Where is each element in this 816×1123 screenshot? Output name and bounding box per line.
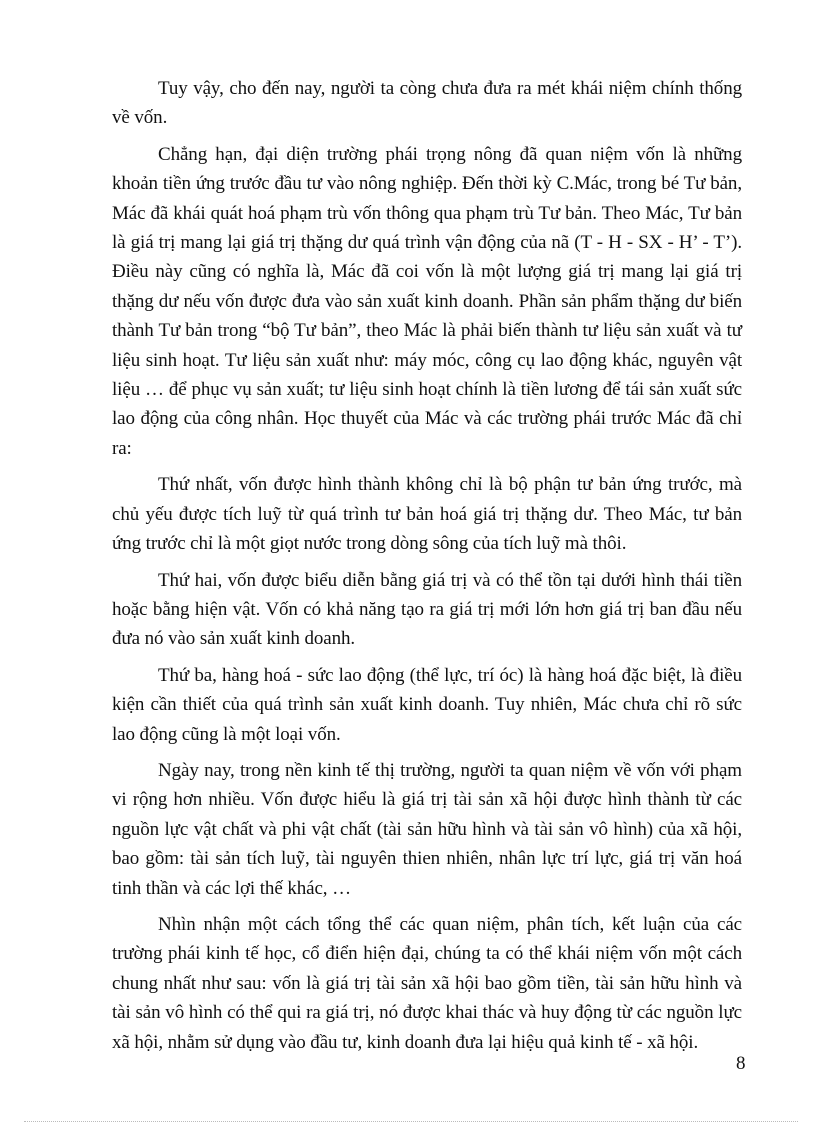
paragraph-2: Chẳng hạn, đại diện trường phái trọng nông đã quan niệm vốn là những khoản tiền ứng trước đầu tư vào nông nghiệp. Đến thời kỳ C.Mác, trong bé Tư bản, Mác đã khái quát hoá phạm trù vốn thông qua phạm trù Tư bản. Theo Mác, Tư bản là giá trị mang lại giá trị thặng dư quá trình vận động của nã (T - H - SX - H’ - T’). Điều này cũng có nghĩa là, Mác đã coi vốn là một lượng giá trị mang lại giá trị thặng dư nếu vốn được đưa vào sản xuất kinh doanh. Phần sản phẩm thặng dư biến thành Tư bản trong “bộ Tư bản”, theo Mác là phải biến thành tư liệu sản xuất và tư liệu sinh hoạt. Tư liệu sản xuất như: máy móc, công cụ lao động khác, nguyên vật liệu … để phục vụ sản xuất; tư liệu sinh hoạt chính là tiền lương để tái sản xuất sức lao động của công nhân. Học thuyết của Mác và các trường phái trước Mác đã chỉ ra: bbox=[112, 143, 742, 459]
page-bottom-divider bbox=[24, 1121, 798, 1122]
paragraph-4: Thứ hai, vốn được biểu diễn bằng giá trị và có thể tồn tại dưới hình thái tiền hoặc bằng hiện vật. Vốn có khả năng tạo ra giá trị mới lớn hơn giá trị ban đầu nếu đưa nó vào sản xuất kinh doanh. bbox=[112, 569, 742, 650]
page-number: 8 bbox=[736, 1053, 746, 1074]
paragraph-3: Thứ nhất, vốn được hình thành không chỉ là bộ phận tư bản ứng trước, mà chủ yếu được tích luỹ từ quá trình tư bản hoá giá trị thặng dư. Theo Mác, tư bản ứng trước chỉ là một giọt nước trong dòng sông của tích luỹ mà thôi. bbox=[112, 474, 742, 555]
paragraph-5: Thứ ba, hàng hoá - sức lao động (thể lực, trí óc) là hàng hoá đặc biệt, là điều kiện cần thiết của quá trình sản xuất kinh doanh. Tuy nhiên, Mác chưa chỉ rõ sức lao động cũng là một loại vốn. bbox=[112, 664, 742, 745]
paragraph-7: Nhìn nhận một cách tổng thể các quan niệm, phân tích, kết luận của các trường phái kinh tế học, cổ điển hiện đại, chúng ta có thể khái niệm vốn một cách chung nhất như sau: vốn là giá trị tài sản xã hội bao gồm tiền, tài sản hữu hình và tài sản vô hình có thể qui ra giá trị, nó được khai thác và huy động từ các nguồn lực xã hội, nhằm sử dụng vào đầu tư, kinh doanh đưa lại hiệu quả kinh tế - xã hội. bbox=[112, 913, 742, 1053]
paragraph-6: Ngày nay, trong nền kinh tế thị trường, người ta quan niệm về vốn với phạm vi rộng hơn nhiều. Vốn được hiểu là giá trị tài sản xã hội được hình thành từ các nguồn lực vật chất và phi vật chất (tài sản hữu hình và tài sản vô hình) của xã hội, bao gồm: tài sản tích luỹ, tài nguyên thien nhiên, nhân lực trí lực, giá trị văn hoá tinh thần và các lợi thế khác, … bbox=[112, 759, 742, 899]
page-body bbox=[112, 74, 742, 1064]
paragraph-1: Tuy vậy, cho đến nay, người ta còng chưa đưa ra mét khái niệm chính thống về vốn. bbox=[112, 78, 742, 129]
